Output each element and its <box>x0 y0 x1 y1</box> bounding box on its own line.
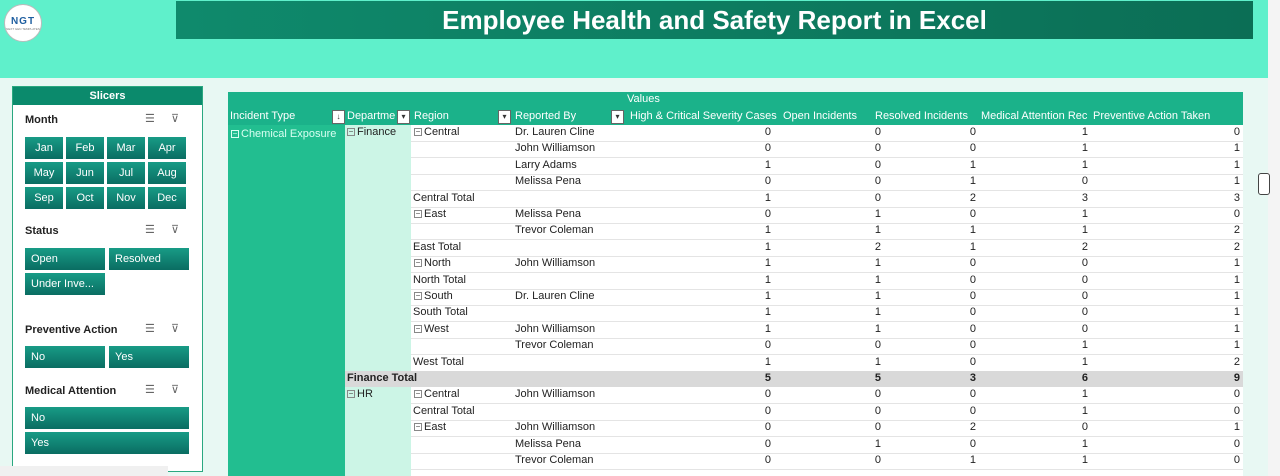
region-label: North Total <box>413 273 466 286</box>
region-cell <box>413 241 461 253</box>
value-cell: 0 <box>874 404 881 417</box>
reported-by-cell: Dr. Lauren Cline <box>515 126 595 138</box>
value-cell: 1 <box>764 158 771 171</box>
pivot-table[interactable] <box>228 92 1243 476</box>
table-row <box>411 387 1243 404</box>
clear-filter-icon[interactable]: ⊽ <box>171 384 180 396</box>
collapse-icon[interactable]: − <box>348 127 354 136</box>
preventive-action-button-no[interactable]: No <box>24 345 106 369</box>
value-cell: 1 <box>764 322 771 335</box>
reported-by-header: Reported By <box>515 110 577 122</box>
clear-filter-icon[interactable]: ⊽ <box>171 113 180 125</box>
value-cell: 0 <box>969 290 976 302</box>
region-item[interactable] <box>414 208 446 220</box>
month-button-may[interactable]: May <box>24 161 64 185</box>
value-cell: 0 <box>1233 388 1240 401</box>
table-row <box>411 158 1243 175</box>
value-cell: 1 <box>764 355 771 368</box>
value-cell: 3 <box>1233 191 1240 204</box>
region-label: North <box>424 257 451 270</box>
collapse-icon[interactable]: − <box>415 209 421 218</box>
value-cell: 0 <box>874 339 881 352</box>
region-label: West <box>424 322 449 335</box>
region-item[interactable] <box>414 388 459 400</box>
table-row <box>411 174 1243 191</box>
department-column <box>345 125 411 476</box>
value-cell: 1 <box>874 290 881 302</box>
table-row <box>411 273 1243 290</box>
region-cell <box>413 192 475 204</box>
total-value: 5 <box>874 372 881 384</box>
region-label: East Total <box>413 240 462 253</box>
table-row <box>411 355 1243 372</box>
region-label: West Total <box>413 355 464 368</box>
value-cell: 1 <box>1081 437 1088 450</box>
month-button-jun[interactable]: Jun <box>65 161 105 185</box>
value-cell: 1 <box>1233 175 1240 188</box>
value-cell: 0 <box>1081 273 1088 286</box>
page-title: Employee Health and Safety Report in Excel <box>176 1 1253 39</box>
resize-handle[interactable] <box>1258 173 1270 195</box>
value-cell: 1 <box>764 306 771 319</box>
collapse-icon[interactable]: − <box>415 422 421 432</box>
total-value: 5 <box>764 372 771 384</box>
value-cell: 1 <box>874 224 881 237</box>
month-button-aug[interactable]: Aug <box>147 161 187 185</box>
multi-select-icon[interactable]: ☰ <box>145 384 155 396</box>
slicer-panel <box>12 86 203 472</box>
incident-type-label: Chemical Exposure <box>241 128 337 140</box>
table-row <box>411 207 1243 224</box>
table-row <box>411 141 1243 158</box>
value-cell: 1 <box>1233 290 1240 302</box>
region-item[interactable] <box>414 257 451 269</box>
logo-text: NGT <box>10 15 36 27</box>
preventive-action-button-yes[interactable]: Yes <box>108 345 190 369</box>
value-cell: 1 <box>764 273 771 286</box>
value-cell: 0 <box>969 339 976 352</box>
value-cell: 2 <box>1081 240 1088 253</box>
value-cell: 0 <box>1233 454 1240 466</box>
value-cell: 1 <box>1081 142 1088 155</box>
region-item[interactable] <box>414 323 449 335</box>
reported-by-cell: John Williamson <box>515 322 596 335</box>
region-label: East <box>424 208 447 220</box>
value-cell: 0 <box>1081 322 1088 335</box>
value-cell: 0 <box>969 208 976 220</box>
reported-by-cell: Dr. Lauren Cline <box>515 290 595 302</box>
table-row <box>411 240 1243 257</box>
month-button-feb[interactable]: Feb <box>65 136 105 160</box>
total-label: Finance Total <box>347 372 418 384</box>
value-cell: 1 <box>969 224 976 237</box>
value-cell: 0 <box>764 437 771 450</box>
value-cell: 0 <box>1233 208 1240 220</box>
preventive-action-slicer-title: Preventive Action <box>25 324 118 336</box>
value-cell: 0 <box>969 142 976 155</box>
collapse-icon[interactable]: − <box>415 323 421 333</box>
value-cell: 1 <box>969 454 976 466</box>
table-row <box>411 289 1243 306</box>
value-cell: 0 <box>969 273 976 286</box>
value-cell: 0 <box>764 339 771 352</box>
department-filter-button[interactable]: ▾ <box>397 110 410 124</box>
values-label: Values <box>627 93 660 105</box>
incident-type-filter-button[interactable]: ↓ <box>332 110 345 124</box>
value-cell: 2 <box>1233 355 1240 368</box>
table-row <box>411 420 1243 437</box>
region-label: Central Total <box>413 191 475 204</box>
multi-select-icon[interactable]: ☰ <box>145 323 155 335</box>
multi-select-icon[interactable]: ☰ <box>145 113 155 125</box>
value-cell: 0 <box>764 208 771 220</box>
status-button-0[interactable]: Open <box>24 247 106 271</box>
value-cell: 1 <box>1081 158 1088 171</box>
multi-select-icon[interactable]: ☰ <box>145 224 155 236</box>
department-header: Departme <box>347 110 395 122</box>
value-header-2: Resolved Incidents <box>875 110 968 122</box>
month-button-mar[interactable]: Mar <box>106 136 146 160</box>
department-item[interactable] <box>347 126 396 138</box>
table-row <box>411 437 1243 454</box>
total-value: 9 <box>1233 372 1240 384</box>
value-cell: 1 <box>1233 339 1240 352</box>
month-button-nov[interactable]: Nov <box>106 186 146 210</box>
value-cell: 0 <box>969 322 976 335</box>
value-header-4: Preventive Action Taken <box>1093 110 1211 122</box>
value-cell: 3 <box>1081 191 1088 204</box>
value-header-0: High & Critical Severity Cases <box>630 110 777 122</box>
incident-type-column <box>228 125 345 476</box>
value-cell: 0 <box>764 388 771 401</box>
collapse-icon[interactable]: − <box>348 389 354 399</box>
department-item[interactable] <box>347 388 373 400</box>
value-cell: 0 <box>969 306 976 319</box>
value-cell: 0 <box>1081 290 1088 302</box>
total-value: 3 <box>969 372 976 384</box>
value-cell: 0 <box>764 142 771 155</box>
slicer-panel-header: Slicers <box>13 87 202 105</box>
department-label: HR <box>357 388 373 401</box>
region-cell <box>413 306 468 318</box>
value-cell: 0 <box>874 142 881 155</box>
value-cell: 0 <box>1081 421 1088 434</box>
incident-type-item[interactable] <box>231 128 336 140</box>
month-button-dec[interactable]: Dec <box>147 186 187 210</box>
value-cell: 2 <box>1233 224 1240 237</box>
value-cell: 1 <box>874 306 881 319</box>
value-cell: 0 <box>874 421 881 434</box>
value-cell: 1 <box>1081 126 1088 138</box>
value-cell: 0 <box>874 454 881 466</box>
value-cell: 0 <box>874 175 881 188</box>
status-button-2[interactable]: Under Inve... <box>24 272 106 296</box>
value-cell: 0 <box>874 158 881 171</box>
value-cell: 2 <box>1233 240 1240 253</box>
value-cell: 0 <box>969 404 976 417</box>
collapse-icon[interactable]: − <box>415 127 421 136</box>
region-cell <box>413 356 464 368</box>
incident-type-header: Incident Type <box>230 110 296 122</box>
reported-by-cell: Trevor Coleman <box>515 339 594 352</box>
region-label: Central <box>424 126 460 138</box>
region-label: Central Total <box>413 404 475 417</box>
table-row <box>411 191 1243 208</box>
department-total-row <box>345 371 1243 387</box>
value-cell: 1 <box>874 208 881 220</box>
value-cell: 1 <box>1233 158 1240 171</box>
value-cell: 1 <box>1233 257 1240 270</box>
collapse-icon[interactable]: − <box>415 291 421 300</box>
region-item[interactable] <box>414 421 446 433</box>
value-cell: 1 <box>874 437 881 450</box>
value-cell: 1 <box>874 257 881 270</box>
value-cell: 0 <box>874 388 881 401</box>
value-cell: 1 <box>1081 355 1088 368</box>
value-cell: 1 <box>1081 388 1088 401</box>
value-cell: 0 <box>874 126 881 138</box>
month-button-jan[interactable]: Jan <box>24 136 64 160</box>
table-row <box>411 305 1243 322</box>
value-cell: 1 <box>764 224 771 237</box>
value-cell: 1 <box>764 191 771 204</box>
value-cell: 0 <box>764 175 771 188</box>
region-label: Central <box>424 388 460 401</box>
value-cell: 1 <box>1081 208 1088 220</box>
table-row <box>411 125 1243 142</box>
reported-by-cell: Melissa Pena <box>515 437 582 450</box>
region-item[interactable] <box>414 290 453 302</box>
month-button-jul[interactable]: Jul <box>106 161 146 185</box>
logo-tagline: NEXT GEN TEMPLATES <box>6 26 40 31</box>
value-cell: 0 <box>764 126 771 138</box>
total-value: 6 <box>1081 372 1088 384</box>
region-header: Region <box>414 110 449 122</box>
status-button-1[interactable]: Resolved <box>108 247 190 271</box>
clear-filter-icon[interactable]: ⊽ <box>171 323 180 335</box>
value-cell: 1 <box>1233 322 1240 335</box>
reported-by-cell: Melissa Pena <box>515 175 582 188</box>
value-cell: 0 <box>1233 404 1240 417</box>
value-cell: 1 <box>764 290 771 302</box>
reported-by-cell: Trevor Coleman <box>515 224 594 237</box>
value-cell: 0 <box>1233 126 1240 138</box>
value-cell: 0 <box>1081 306 1088 319</box>
table-row <box>411 338 1243 355</box>
value-cell: 0 <box>969 437 976 450</box>
region-label: South Total <box>413 306 468 319</box>
table-row <box>411 404 1243 421</box>
month-slicer-title: Month <box>25 114 58 126</box>
collapse-icon[interactable]: − <box>232 129 238 138</box>
reported-by-cell: Melissa Pena <box>515 208 582 220</box>
medical-attention-button-no[interactable]: No <box>24 406 190 430</box>
sheet-tab-bar <box>0 466 168 476</box>
clear-filter-icon[interactable]: ⊽ <box>171 224 180 236</box>
value-cell: 1 <box>1233 421 1240 434</box>
value-cell: 0 <box>1081 257 1088 270</box>
reported-by-cell: John Williamson <box>515 421 596 434</box>
value-cell: 1 <box>874 355 881 368</box>
table-row <box>411 256 1243 273</box>
region-filter-button[interactable]: ▾ <box>498 110 511 124</box>
value-cell: 1 <box>969 175 976 188</box>
value-cell: 0 <box>1081 175 1088 188</box>
pivot-column-headers <box>228 109 1243 125</box>
reported-by-cell: Larry Adams <box>515 158 577 171</box>
value-cell: 1 <box>1081 404 1088 417</box>
table-row <box>411 453 1243 470</box>
region-cell <box>413 405 475 417</box>
region-label: East <box>424 421 447 434</box>
value-cell: 1 <box>874 273 881 286</box>
reported-by-cell: John Williamson <box>515 388 596 401</box>
medical-attention-slicer-title: Medical Attention <box>25 385 117 397</box>
value-header-3: Medical Attention Rec <box>981 110 1088 122</box>
value-cell: 1 <box>1233 142 1240 155</box>
value-cell: 1 <box>1233 306 1240 319</box>
month-button-apr[interactable]: Apr <box>147 136 187 160</box>
region-cell <box>413 274 466 286</box>
collapse-icon[interactable]: − <box>415 258 421 268</box>
value-cell: 1 <box>969 240 976 253</box>
value-cell: 1 <box>764 240 771 253</box>
month-button-oct[interactable]: Oct <box>65 186 105 210</box>
pivot-values-header <box>228 92 1243 109</box>
reported-by-filter-button[interactable]: ▾ <box>611 110 624 124</box>
department-label: Finance <box>357 126 397 138</box>
value-cell: 2 <box>969 421 976 434</box>
medical-attention-button-yes[interactable]: Yes <box>24 431 190 455</box>
value-cell: 1 <box>1081 224 1088 237</box>
reported-by-cell: John Williamson <box>515 257 596 270</box>
vertical-scroll-area[interactable] <box>1268 0 1280 476</box>
table-row <box>411 223 1243 240</box>
value-cell: 0 <box>969 355 976 368</box>
value-cell: 1 <box>1233 273 1240 286</box>
ngt-logo <box>4 4 42 42</box>
region-item[interactable] <box>414 126 459 138</box>
value-cell: 0 <box>764 421 771 434</box>
status-slicer-title: Status <box>25 225 59 237</box>
value-header-1: Open Incidents <box>783 110 857 122</box>
collapse-icon[interactable]: − <box>415 389 421 399</box>
month-button-sep[interactable]: Sep <box>24 186 64 210</box>
value-cell: 0 <box>969 388 976 401</box>
value-cell: 1 <box>969 158 976 171</box>
table-row <box>411 322 1243 339</box>
value-cell: 0 <box>764 454 771 466</box>
value-cell: 0 <box>764 404 771 417</box>
value-cell: 0 <box>1233 437 1240 450</box>
value-cell: 1 <box>1081 339 1088 352</box>
reported-by-cell: Trevor Coleman <box>515 454 594 466</box>
region-label: South <box>424 290 453 302</box>
value-cell: 0 <box>969 126 976 138</box>
value-cell: 2 <box>969 191 976 204</box>
value-cell: 0 <box>969 257 976 270</box>
value-cell: 1 <box>1081 454 1088 466</box>
value-cell: 2 <box>874 240 881 253</box>
value-cell: 1 <box>874 322 881 335</box>
value-cell: 0 <box>874 191 881 204</box>
value-cell: 1 <box>764 257 771 270</box>
reported-by-cell: John Williamson <box>515 142 596 155</box>
